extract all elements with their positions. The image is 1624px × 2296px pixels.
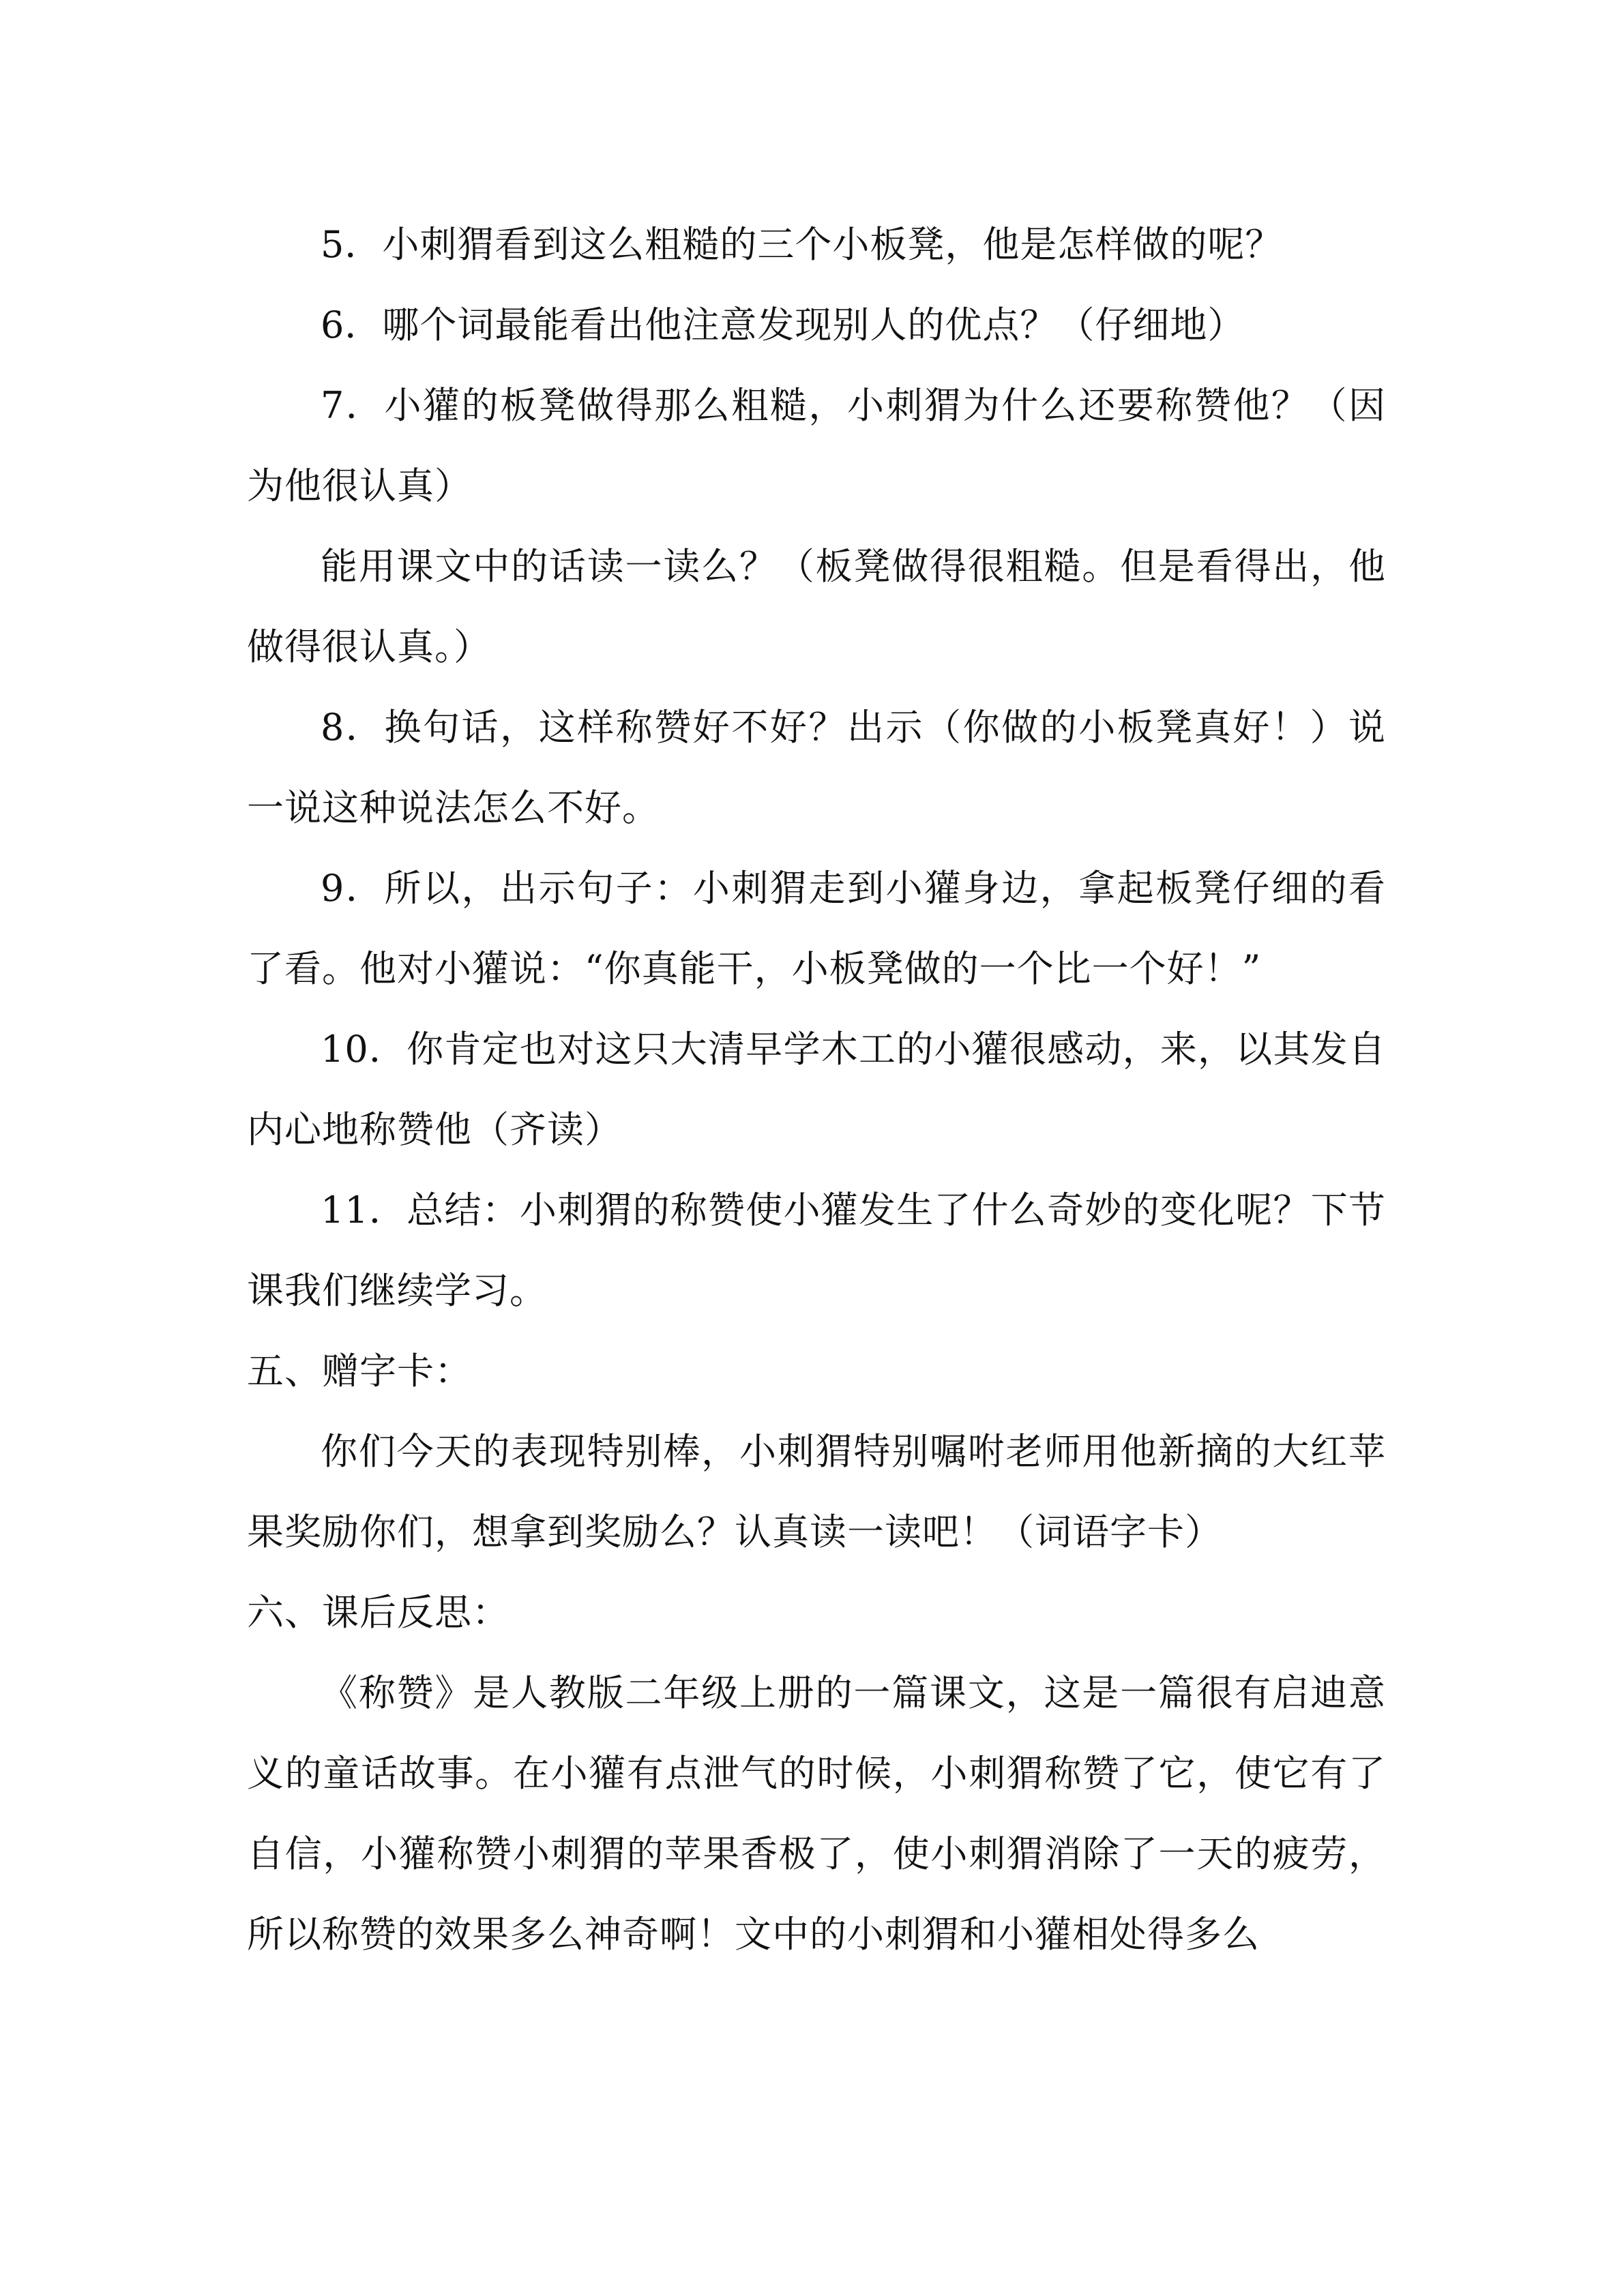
step-7-paragraph: 7．小獾的板凳做得那么粗糙，小刺猬为什么还要称赞他？（因为他很认真）	[247, 384, 1386, 507]
step-11-paragraph: 11．总结：小刺猬的称赞使小獾发生了什么奇妙的变化呢？下节课我们继续学习。	[247, 1189, 1386, 1312]
word-card-paragraph: 你们今天的表现特别棒，小刺猬特别嘱咐老师用他新摘的大红苹果奖励你们，想拿到奖励么？认真读一读吧！（词语字卡）	[247, 1430, 1386, 1553]
step-5-paragraph: 5．小刺猬看到这么粗糙的三个小板凳，他是怎样做的呢？	[321, 223, 1283, 266]
step-8-paragraph: 8．换句话，这样称赞好不好？出示（你做的小板凳真好！）说一说这种说法怎么不好。	[247, 706, 1386, 829]
read-aloud-paragraph: 能用课文中的话读一读么？（板凳做得很粗糙。但是看得出，他做得很认真。）	[247, 545, 1386, 668]
document-body	[247, 205, 1386, 1975]
reflection-paragraph: 《称赞》是人教版二年级上册的一篇课文，这是一篇很有启迪意义的童话故事。在小獾有点泄气的时候，小刺猬称赞了它，使它有了自信，小獾称赞小刺猬的苹果香极了，使小刺猬消除了一天的疲劳，所以称赞的效果多么神奇啊！文中的小刺猬和小獾相处得多么	[247, 1671, 1386, 1956]
step-9-paragraph: 9．所以，出示句子：小刺猬走到小獾身边，拿起板凳仔细的看了看。他对小獾说：“你真能干，小板凳做的一个比一个好！”	[247, 867, 1386, 990]
section-5-heading: 五、赠字卡：	[247, 1350, 472, 1392]
section-6-heading: 六、课后反思：	[247, 1591, 510, 1634]
step-10-paragraph: 10．你肯定也对这只大清早学木工的小獾很感动，来，以其发自内心地称赞他（齐读）	[247, 1028, 1386, 1151]
step-6-paragraph: 6．哪个词最能看出他注意发现别人的优点？（仔细地）	[321, 303, 1245, 346]
